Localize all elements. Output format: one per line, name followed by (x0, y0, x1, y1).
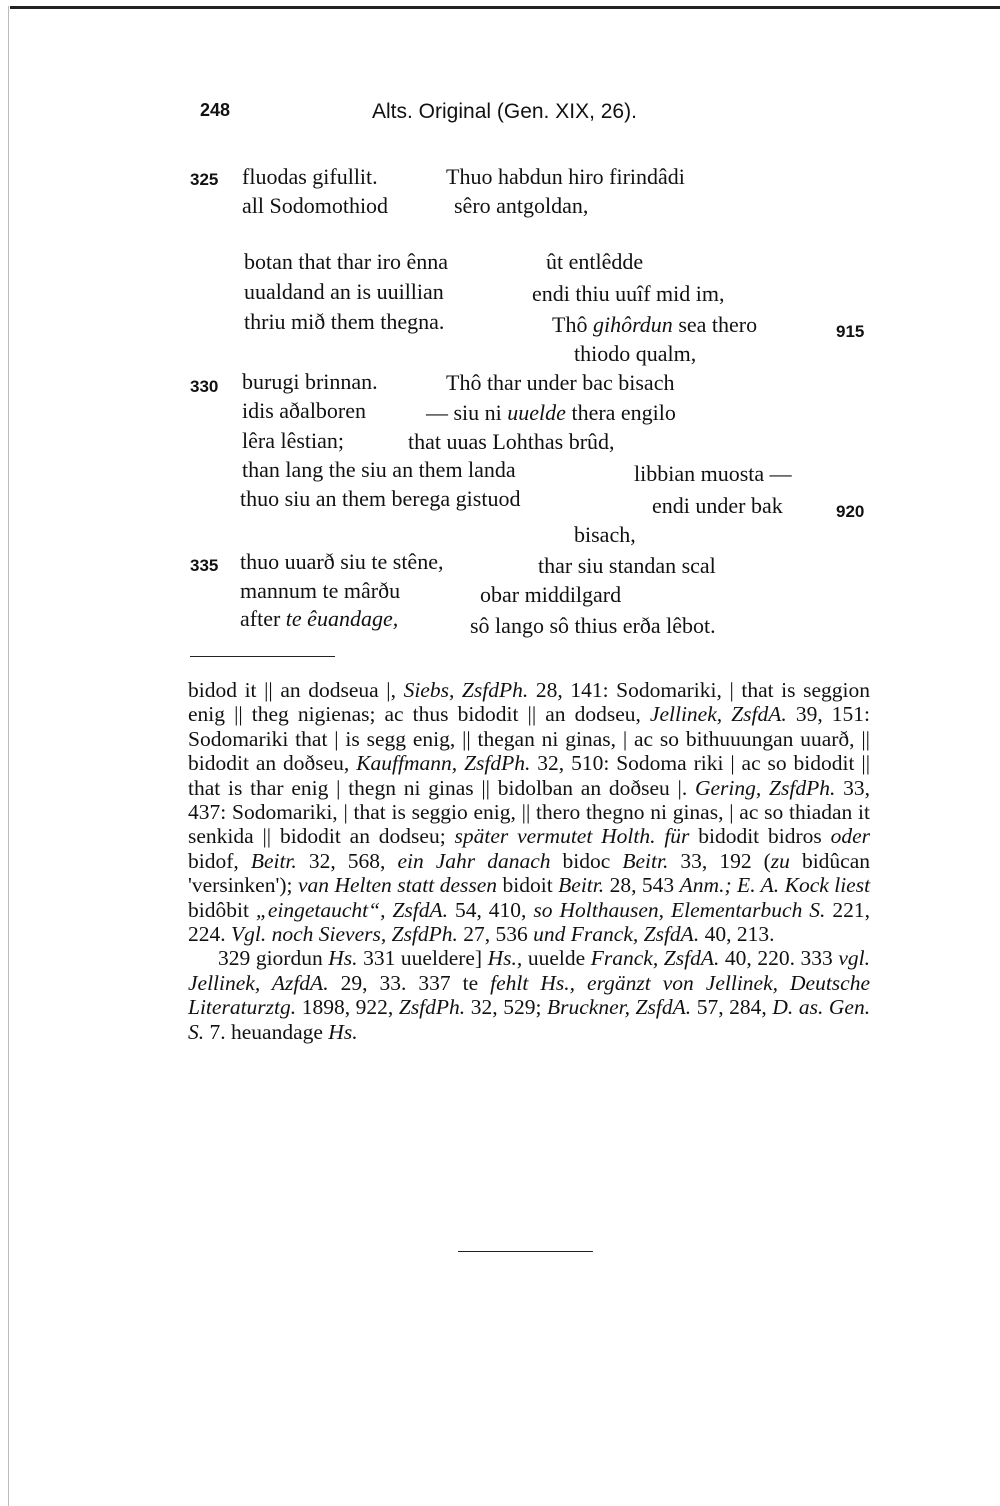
verse-line (634, 461, 792, 487)
line-number: 325 (190, 170, 219, 189)
verse-line (426, 400, 676, 426)
verse-line (454, 193, 588, 219)
line-number: 330 (190, 377, 219, 396)
verse-line (242, 457, 516, 483)
b-verse: sô lango sô thius erða lêbot. (470, 613, 716, 638)
a-verse: botan that thar iro ênna (244, 249, 449, 274)
verse-line (408, 429, 615, 455)
b-verse: — siu ni (426, 400, 502, 425)
verse-line (240, 486, 520, 512)
apparatus-text: 329 giordun (218, 946, 323, 971)
b-verse: that uuas Lohthas brûd, (408, 429, 615, 454)
verse-line (470, 613, 716, 639)
apparatus-text: Anm.; E. A. Kock liest (679, 873, 871, 898)
apparatus-text: 331 uueldere] (363, 946, 483, 971)
b-verse: thera engilo (571, 400, 676, 425)
b-verse: thar siu standan scal (538, 553, 716, 578)
apparatus-text: vgl. Jellinek, AzfdA. (188, 946, 870, 995)
verse-line (244, 279, 444, 305)
critical-apparatus (188, 678, 870, 1044)
apparatus-text: bidoit (502, 873, 553, 898)
apparatus-text: bidodit bidros (698, 824, 822, 849)
verse-line (244, 249, 448, 275)
b-verse: ût entlêdde (546, 249, 644, 274)
apparatus-text: 39, 151: Sodomariki that | is segg enig, || thegan ni ginas, | ac so bithuuungan uuarð, || bidodit an doðseu, (188, 702, 870, 776)
verse-line (240, 578, 400, 604)
a-verse: mannum te mârðu (240, 578, 401, 603)
apparatus-text: oder (830, 824, 870, 849)
apparatus-text: 32, 510: Sodoma riki | ac so bidodit || that is thar enig | thegn ni ginas || bidolban an doðseu |. (188, 751, 870, 800)
apparatus-text: 7. heuandage (209, 1019, 323, 1044)
apparatus-text: van Helten statt dessen (297, 873, 498, 898)
apparatus-text: bidof, (188, 848, 239, 873)
verse-line (242, 428, 344, 454)
verse-line (836, 317, 864, 343)
b-verse: sêro antgoldan, (454, 193, 589, 218)
page-number: 248 (200, 100, 231, 120)
b-verse: endi thiu uuîf mid im, (532, 281, 725, 306)
apparatus-text: Beitr. (622, 848, 669, 873)
apparatus-text: uuelde (527, 946, 586, 971)
a-verse: thriu mið them thegna. (244, 309, 445, 334)
verse-line (546, 249, 643, 275)
apparatus-text: Beitr. (558, 873, 605, 898)
b-verse: libbian muosta — (634, 461, 792, 486)
scan-edge-left (8, 6, 9, 1506)
apparatus-text: bidod it || an dodseua |, (188, 678, 396, 702)
verse-line (446, 164, 685, 190)
apparatus-text: 29, 33. 337 te (340, 970, 479, 995)
line-number: 335 (190, 556, 219, 575)
apparatus-text: Hs., (487, 946, 523, 971)
apparatus-text: ein Jahr danach (397, 848, 551, 873)
verse-line (574, 341, 696, 367)
b-verse: thiodo qualm, (574, 341, 697, 366)
apparatus-text: so Holthausen, Elementarbuch S. (533, 897, 826, 922)
a-verse: lêra lêstian; (242, 428, 345, 453)
apparatus-text: fehlt Hs., ergänzt von Jellinek, Deutsche Literaturztg. (188, 970, 871, 1020)
apparatus-text: zu (770, 848, 790, 873)
a-verse: uualdand an is uuillian (244, 279, 444, 304)
verse-line (242, 193, 388, 219)
apparatus-text: Gering, ZsfdPh. (694, 775, 836, 800)
a-verse: fluodas gifullit. (242, 164, 378, 189)
apparatus-text: Siebs, ZsfdPh. (403, 678, 529, 702)
a-verse: after (240, 606, 281, 631)
line-number: 920 (836, 502, 865, 521)
apparatus-text: ZsfdPh. (398, 995, 466, 1020)
apparatus-text: bidôbit (188, 897, 249, 922)
apparatus-text: D. as. Gen. S. (188, 995, 871, 1044)
apparatus-text: und Franck, ZsfdA. (533, 922, 700, 947)
b-verse: Thuo habdun hiro firindâdi (446, 164, 685, 189)
end-rule (458, 1251, 593, 1252)
verse-line (552, 312, 757, 338)
apparatus-text: Jellinek, ZsfdA. (649, 702, 787, 727)
a-verse: burugi brinnan. (242, 369, 378, 394)
apparatus-text: 27, 536 (463, 922, 528, 947)
b-verse: sea thero (678, 312, 758, 337)
apparatus-text: 40, 213. (704, 922, 775, 947)
b-verse: bisach, (574, 522, 636, 547)
apparatus-text: bidoc (562, 848, 611, 873)
apparatus-text: 28, 543 (609, 873, 675, 898)
apparatus-text: Bruckner, ZsfdA. (547, 995, 692, 1020)
scan-edge-top (10, 6, 1000, 9)
verse-line (836, 497, 864, 523)
apparatus-text: Franck, ZsfdA. (590, 946, 720, 971)
running-title: Alts. Original (Gen. XIX, 26). (372, 100, 637, 123)
verse-line (446, 370, 674, 396)
apparatus-text: 32, 529; (470, 995, 542, 1020)
apparatus-text: Vgl. noch Sievers, ZsfdPh. (231, 922, 458, 947)
apparatus-text: 28, 141: Sodomariki, | that is seggion enig || theg nigienas; ac thus bidodit || an dodseu, (188, 678, 871, 727)
verse-line (244, 309, 444, 335)
verse-line (240, 549, 443, 575)
apparatus-text: 33, 192 ( (680, 848, 771, 873)
apparatus-text: 33, 437: Sodomariki, | that is seggio enig, || thero thegno ni ginas, | ac so thiadan it senkida || bidodit an dodseu; (188, 775, 871, 849)
apparatus-text: Beitr. (250, 848, 297, 873)
apparatus-text: 54, 410, (454, 897, 527, 922)
apparatus-text: Kauffmann, ZsfdPh. (356, 751, 531, 776)
apparatus-text: 221, 224. (188, 897, 870, 947)
a-verse: idis aðalboren (242, 398, 367, 423)
apparatus-text: 1898, 922, (301, 995, 394, 1020)
verse-line (190, 165, 218, 191)
b-verse-italic: gihôrdun (592, 312, 673, 337)
b-verse: Thô thar under bac bisach (446, 370, 675, 395)
verse-line (240, 606, 398, 632)
b-verse-italic: uuelde (507, 400, 566, 425)
verse-line (242, 164, 378, 190)
apparatus-paragraph (188, 946, 870, 1044)
a-verse: than lang the siu an them landa (242, 457, 516, 482)
a-verse: all Sodomothiod (242, 193, 389, 218)
apparatus-text: „eingetaucht“, ZsfdA. (255, 897, 448, 922)
verse-line (242, 369, 378, 395)
verse-line (190, 372, 218, 398)
b-verse: Thô (552, 312, 588, 337)
verse-line (242, 398, 366, 424)
apparatus-text: 57, 284, (696, 995, 767, 1020)
verse-line (190, 551, 218, 577)
verse-line (574, 522, 636, 548)
a-verse: thuo uuarð siu te stêne, (240, 549, 444, 574)
apparatus-text: 32, 568, (308, 848, 386, 873)
line-number: 915 (836, 322, 865, 341)
apparatus-text: 40, 220. 333 (724, 946, 833, 971)
apparatus-text: bidûcan 'versinken'); (188, 848, 871, 898)
apparatus-text: Hs. (328, 1019, 358, 1044)
verse-line (532, 281, 725, 307)
b-verse: obar middilgard (480, 582, 622, 607)
verse-line (652, 493, 783, 519)
verse-line (480, 582, 621, 608)
apparatus-paragraph (188, 678, 870, 946)
a-verse: thuo siu an them berega gistuod (240, 486, 521, 511)
apparatus-text: später vermutet Holth. für (454, 824, 690, 849)
b-verse: endi under bak (652, 493, 783, 518)
footnote-separator (190, 656, 335, 657)
verse-line (538, 553, 716, 579)
a-verse-italic: te êuandage, (285, 606, 399, 631)
apparatus-text: Hs. (328, 946, 358, 971)
